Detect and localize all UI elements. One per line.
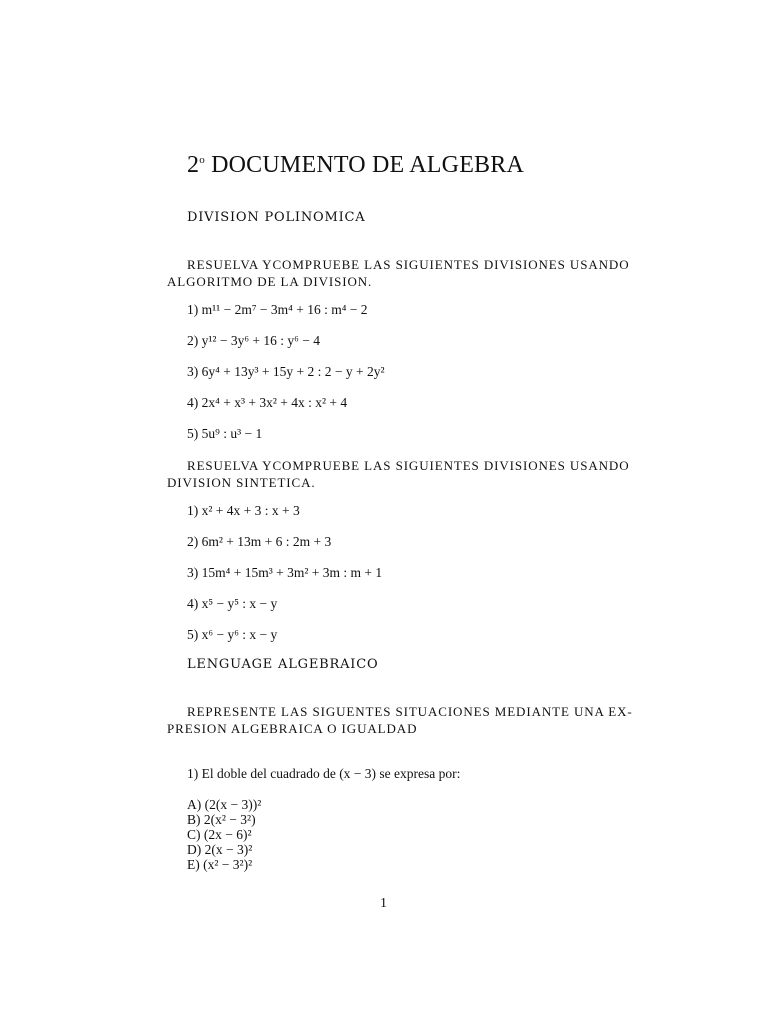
title-ordinal: o: [199, 154, 205, 166]
title-text: DOCUMENTO DE ALGEBRA: [211, 152, 525, 178]
instruction-represente-line1: REPRESENTE LAS SIGUENTES SITUACIONES MEDIANTE UNA EX-: [187, 704, 633, 719]
section-heading-division: DIVISION POLINOMICA: [187, 210, 366, 225]
exercise-item: 4) x⁵ − y⁵ : x − y: [187, 596, 278, 611]
section-heading-lenguage: LENGUAGE ALGEBRAICO: [187, 657, 379, 672]
instruction-represente-line2: PRESION ALGEBRAICA O IGUALDAD: [167, 721, 418, 736]
exercise-item: 2) y¹² − 3y⁶ + 16 : y⁶ − 4: [187, 333, 320, 348]
instruction-algoritmo-line2: ALGORITMO DE LA DIVISION.: [167, 274, 373, 289]
answer-option: D) 2(x − 3)²: [187, 842, 253, 857]
instruction-sintetica-line1: RESUELVA YCOMPRUEBE LAS SIGUIENTES DIVISIONES USANDO: [187, 458, 630, 473]
exercise-item: 5) x⁶ − y⁶ : x − y: [187, 627, 278, 642]
exercise-item: 3) 6y⁴ + 13y³ + 15y + 2 : 2 − y + 2y²: [187, 364, 385, 379]
exercise-item: 3) 15m⁴ + 15m³ + 3m² + 3m : m + 1: [187, 565, 383, 580]
question-text: 1) El doble del cuadrado de (x − 3) se expresa por:: [187, 766, 461, 781]
instruction-algoritmo-line1: RESUELVA YCOMPRUEBE LAS SIGUIENTES DIVISIONES USANDO: [187, 257, 630, 272]
title-number: 2: [187, 152, 200, 178]
exercise-item: 1) m¹¹ − 2m⁷ − 3m⁴ + 16 : m⁴ − 2: [187, 302, 368, 317]
exercise-item: 2) 6m² + 13m + 6 : 2m + 3: [187, 534, 332, 549]
answer-option: C) (2x − 6)²: [187, 827, 252, 842]
page-number: 1: [380, 896, 387, 911]
answer-option: A) (2(x − 3))²: [187, 797, 262, 812]
instruction-sintetica-line2: DIVISION SINTETICA.: [167, 475, 316, 490]
answer-option: E) (x² − 3²)²: [187, 857, 253, 872]
answer-option: B) 2(x² − 3²): [187, 812, 256, 827]
exercise-item: 4) 2x⁴ + x³ + 3x² + 4x : x² + 4: [187, 395, 348, 410]
exercise-item: 5) 5u⁹ : u³ − 1: [187, 426, 263, 441]
document-title: [187, 152, 524, 179]
exercise-item: 1) x² + 4x + 3 : x + 3: [187, 503, 300, 518]
